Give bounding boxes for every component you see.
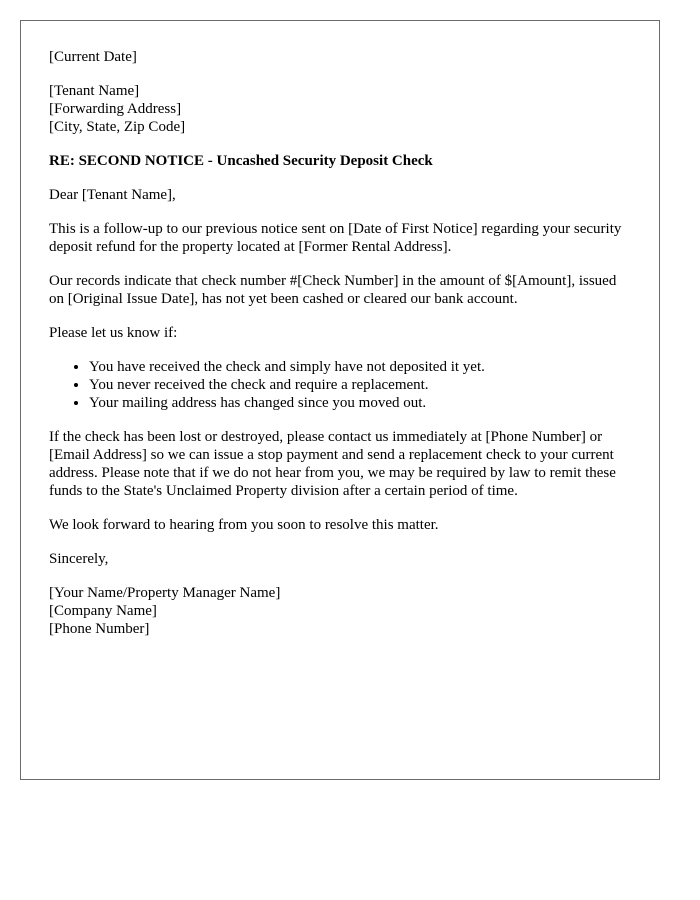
body-paragraph-closing: We look forward to hearing from you soon to resolve this matter. xyxy=(49,517,439,533)
letter-subject: RE: SECOND NOTICE - Uncashed Security Deposit Check xyxy=(49,153,433,169)
signature-phone: [Phone Number] xyxy=(49,621,150,637)
recipient-name: [Tenant Name] xyxy=(49,83,140,99)
options-list xyxy=(49,358,631,412)
body-paragraph-records: Our records indicate that check number #[Check Number] in the amount of $[Amount], issued on [Original Issue Date], has not yet been cashed or cleared our bank account. xyxy=(49,273,617,307)
body-paragraph-lost-check: If the check has been lost or destroyed, please contact us immediately at [Phone Number] or [Email Address] so we can issue a stop payment and send a replacement check to your current address. Please note that if we do not hear from you, we may be required by law to remit these funds to the State's Unclaimed Property division after a certain period of time. xyxy=(49,429,616,499)
letter-salutation: Dear [Tenant Name], xyxy=(49,187,176,203)
signature-name: [Your Name/Property Manager Name] xyxy=(49,585,281,601)
letter-date: [Current Date] xyxy=(49,49,137,65)
body-paragraph-request: Please let us know if: xyxy=(49,325,178,341)
list-item: • You have received the check and simply have not deposited it yet. xyxy=(89,358,631,376)
letter-sign-off: Sincerely, xyxy=(49,551,109,567)
signature-company: [Company Name] xyxy=(49,603,157,619)
recipient-address: [Forwarding Address] xyxy=(49,101,182,117)
body-paragraph-follow-up: This is a follow-up to our previous notice sent on [Date of First Notice] regarding your security deposit refund for the property located at [Former Rental Address]. xyxy=(49,221,622,255)
letter-page xyxy=(20,20,660,780)
list-item: • You never received the check and require a replacement. xyxy=(89,376,631,394)
signature-block xyxy=(49,584,631,638)
recipient-block xyxy=(49,82,631,136)
recipient-city-state-zip: [City, State, Zip Code] xyxy=(49,119,186,135)
list-item: • Your mailing address has changed since you moved out. xyxy=(89,394,631,412)
